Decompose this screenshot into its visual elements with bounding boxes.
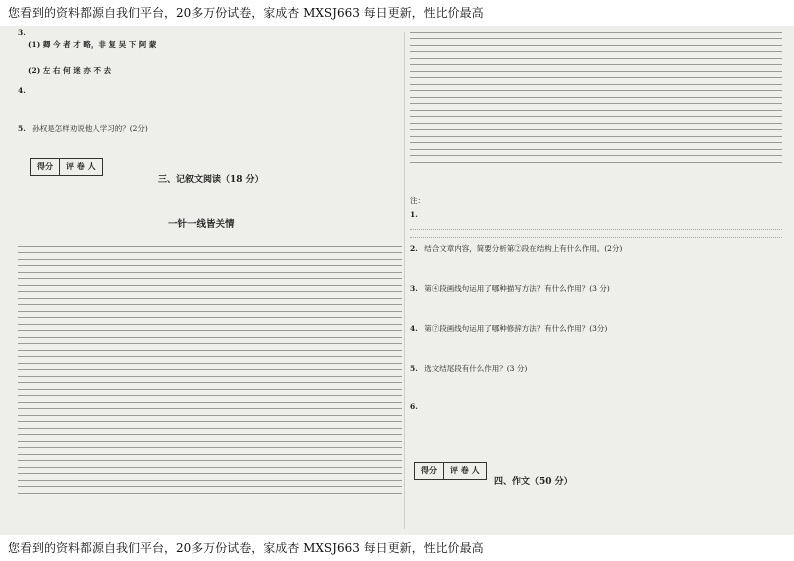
text-line bbox=[18, 434, 402, 435]
text-line bbox=[18, 402, 402, 403]
text-line bbox=[18, 330, 402, 331]
section-4-title: 四、作文（50 分） bbox=[494, 477, 573, 487]
question-number: 3. bbox=[18, 28, 26, 37]
text-line bbox=[410, 45, 782, 46]
text-line bbox=[18, 447, 402, 448]
text-line bbox=[410, 38, 782, 39]
score-label: 得分 bbox=[415, 463, 444, 479]
text-line bbox=[410, 110, 782, 111]
text-line bbox=[410, 136, 782, 137]
question-3 bbox=[18, 28, 402, 39]
text-line bbox=[18, 265, 402, 266]
text-line bbox=[18, 343, 402, 344]
question-4 bbox=[410, 324, 782, 335]
text-line bbox=[18, 493, 402, 494]
column-divider bbox=[404, 32, 405, 529]
text-line bbox=[410, 155, 782, 156]
text-line bbox=[18, 415, 402, 416]
question-number: 4. bbox=[18, 86, 26, 95]
left-column bbox=[18, 26, 402, 535]
text-line bbox=[18, 428, 402, 429]
text-line bbox=[410, 123, 782, 124]
text-line bbox=[18, 304, 402, 305]
q3-sentence-1: (1) 卿 今 者 才 略，非 复 吴 下 阿 蒙 bbox=[28, 40, 157, 49]
question-text: 结合文章内容，简要分析第②段在结构上有什么作用。(2分) bbox=[424, 244, 623, 253]
text-line bbox=[410, 103, 782, 104]
text-line bbox=[18, 460, 402, 461]
question-number: 3. bbox=[410, 284, 418, 293]
text-line bbox=[18, 259, 402, 260]
text-line bbox=[18, 382, 402, 383]
text-line bbox=[18, 480, 402, 481]
answer-area-1 bbox=[410, 222, 782, 245]
question-text: 选文结尾段有什么作用？(3 分) bbox=[424, 364, 528, 373]
text-line bbox=[410, 142, 782, 143]
text-line bbox=[18, 395, 402, 396]
text-line bbox=[18, 278, 402, 279]
watermark-top: 您看到的资料都源自我们平台，20多万份试卷，家成杏 MXSJ663 每日更新，性比价最高 bbox=[0, 0, 794, 26]
text-line bbox=[18, 421, 402, 422]
text-line bbox=[18, 252, 402, 253]
question-number: 5. bbox=[18, 124, 26, 133]
text-line bbox=[18, 369, 402, 370]
question-5 bbox=[410, 364, 782, 375]
score-box bbox=[30, 158, 103, 176]
text-line bbox=[18, 441, 402, 442]
article-body bbox=[18, 240, 402, 499]
watermark-bottom: 您看到的资料都源自我们平台，20多万份试卷，家成杏 MXSJ663 每日更新，性比价最高 bbox=[0, 535, 794, 561]
text-line bbox=[18, 389, 402, 390]
text-line bbox=[410, 71, 782, 72]
question-number: 1. bbox=[410, 210, 418, 219]
question-number: 6. bbox=[410, 402, 418, 411]
question-4 bbox=[18, 86, 402, 97]
text-line bbox=[18, 356, 402, 357]
question-number: 5. bbox=[410, 364, 418, 373]
exam-sheet bbox=[0, 26, 794, 535]
text-line bbox=[18, 486, 402, 487]
question-2 bbox=[410, 244, 782, 255]
text-line bbox=[410, 84, 782, 85]
text-line bbox=[410, 32, 782, 33]
text-line bbox=[18, 337, 402, 338]
question-number: 4. bbox=[410, 324, 418, 333]
score-box bbox=[414, 462, 487, 480]
text-line bbox=[18, 272, 402, 273]
question-text: 第④段画线句运用了哪种描写方法？有什么作用？(3 分) bbox=[424, 284, 610, 293]
text-line bbox=[410, 58, 782, 59]
text-line bbox=[410, 162, 782, 163]
text-line bbox=[18, 454, 402, 455]
text-line bbox=[18, 311, 402, 312]
question-text: 孙权是怎样劝说他人学习的？(2分) bbox=[32, 124, 148, 133]
text-line bbox=[410, 77, 782, 78]
question-1 bbox=[410, 210, 782, 221]
text-line bbox=[410, 90, 782, 91]
text-line bbox=[410, 116, 782, 117]
text-line bbox=[18, 317, 402, 318]
article-continuation bbox=[410, 26, 782, 168]
text-line bbox=[18, 246, 402, 247]
grader-label: 评 卷 人 bbox=[66, 161, 96, 171]
grader-label: 评 卷 人 bbox=[450, 465, 480, 475]
text-line bbox=[18, 408, 402, 409]
text-line bbox=[410, 97, 782, 98]
text-line bbox=[410, 51, 782, 52]
text-line bbox=[410, 149, 782, 150]
article-title: 一针一线皆关情 bbox=[168, 219, 235, 230]
question-5 bbox=[18, 124, 402, 135]
text-line bbox=[18, 467, 402, 468]
text-line bbox=[18, 376, 402, 377]
text-line bbox=[18, 473, 402, 474]
question-6 bbox=[410, 402, 782, 413]
text-line bbox=[18, 285, 402, 286]
q3-sentence-2: (2) 左 右 何 迷 亦 不 去 bbox=[28, 66, 112, 75]
score-label: 得分 bbox=[31, 159, 60, 175]
question-3 bbox=[410, 284, 782, 295]
text-line bbox=[18, 291, 402, 292]
question-text: 第⑦段画线句运用了哪种修辞方法？有什么作用？(3分) bbox=[424, 324, 608, 333]
text-line bbox=[410, 129, 782, 130]
text-line bbox=[410, 64, 782, 65]
question-number: 2. bbox=[410, 244, 418, 253]
text-line bbox=[18, 363, 402, 364]
text-line bbox=[18, 298, 402, 299]
right-column bbox=[410, 26, 782, 535]
text-line bbox=[18, 350, 402, 351]
text-line bbox=[18, 324, 402, 325]
annotation-note: 注： bbox=[410, 196, 425, 205]
section-3-title: 三、记叙文阅读（18 分） bbox=[158, 175, 264, 185]
